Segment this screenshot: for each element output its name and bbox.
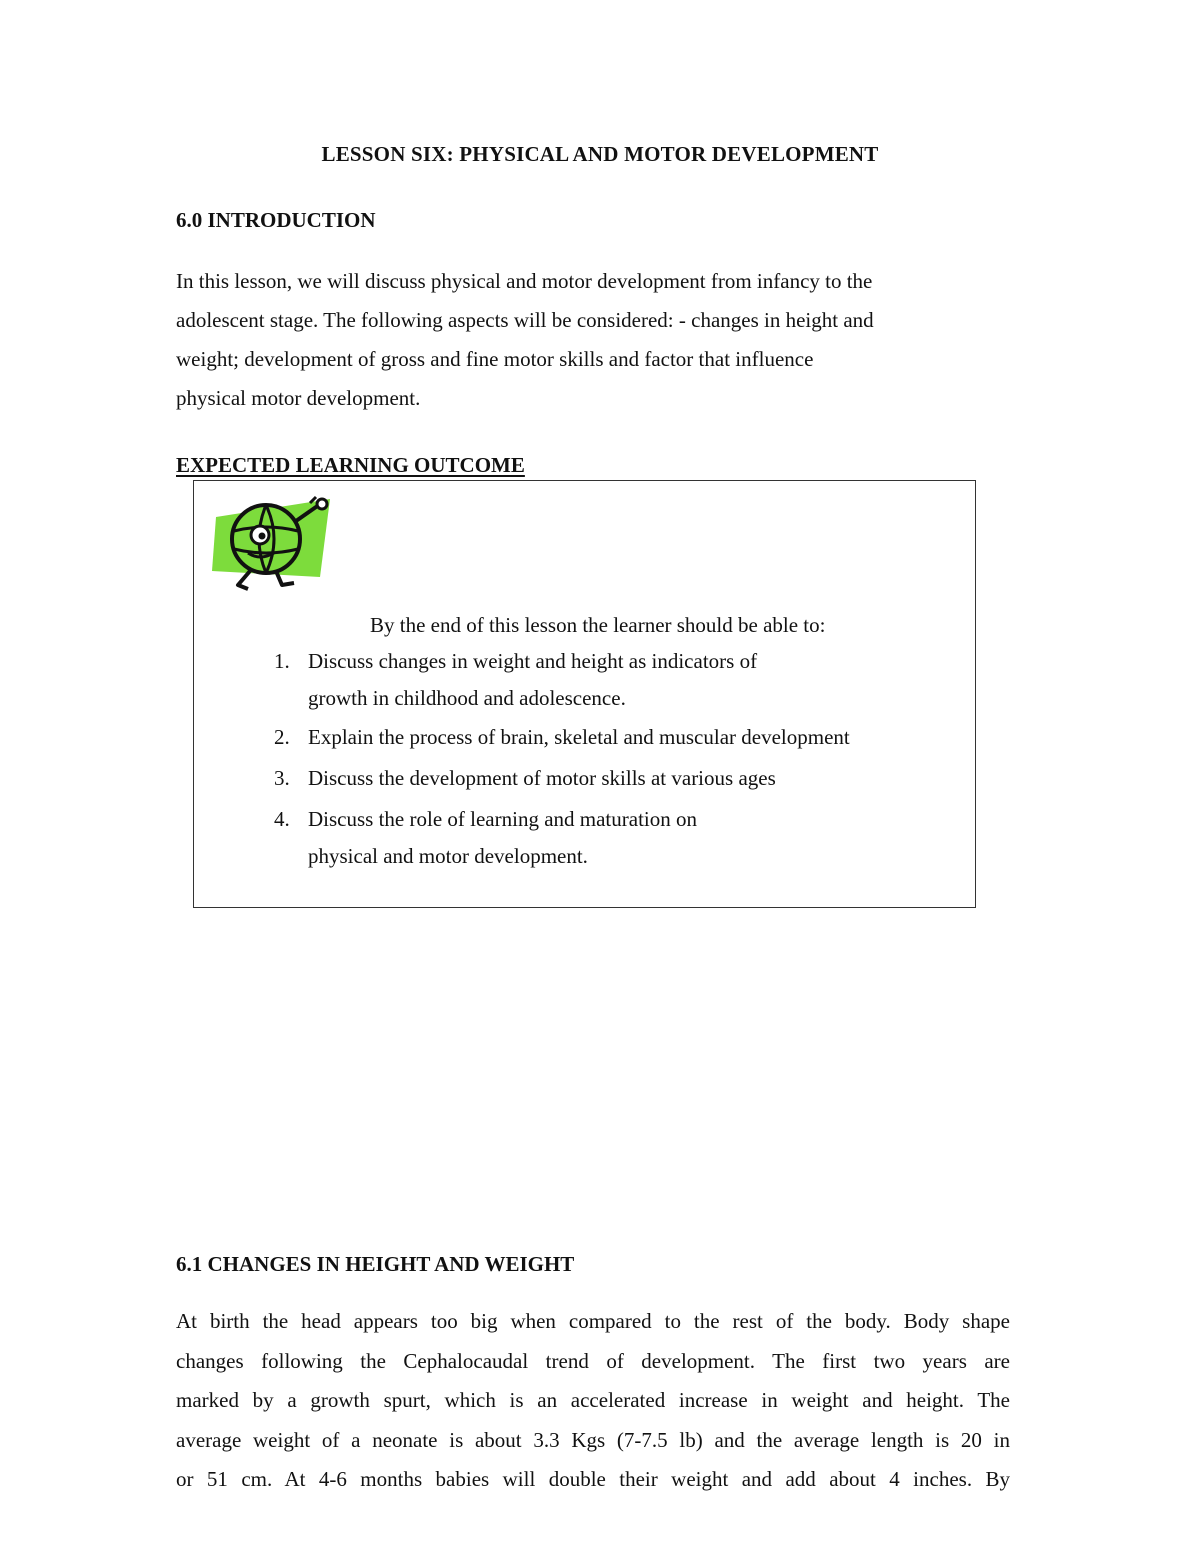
walking-globe-icon <box>212 495 340 593</box>
outcome-intro: By the end of this lesson the learner should be able to: <box>370 613 826 637</box>
item-line: Discuss the development of motor skills at various ages <box>308 766 776 790</box>
item-number: 3. <box>274 766 290 790</box>
item-line: physical and motor development. <box>308 844 588 868</box>
section61-heading: 6.1 CHANGES IN HEIGHT AND WEIGHT <box>176 1252 575 1276</box>
intro-line: In this lesson, we will discuss physical and motor development from infancy to the <box>176 269 873 293</box>
item-line: Discuss changes in weight and height as indicators of <box>308 649 758 673</box>
outcome-heading: EXPECTED LEARNING OUTCOME <box>176 453 525 477</box>
intro-line: physical motor development. <box>176 386 421 410</box>
section61-line: At birth the head appears too big when compared to the rest of the body. Body shape <box>176 1309 1010 1333</box>
intro-line: weight; development of gross and fine motor skills and factor that influence <box>176 347 814 371</box>
item-number: 4. <box>274 807 290 831</box>
outcome-item-2 <box>274 719 850 756</box>
intro-heading: 6.0 INTRODUCTION <box>176 208 376 232</box>
item-line: Discuss the role of learning and maturation on <box>308 807 697 831</box>
outcome-box <box>193 480 976 908</box>
item-line: growth in childhood and adolescence. <box>308 686 626 710</box>
item-number: 1. <box>274 649 290 673</box>
section61-line: changes following the Cephalocaudal trend of development. The first two years are <box>176 1348 1010 1373</box>
section61-paragraph <box>176 1302 1010 1500</box>
item-number: 2. <box>274 725 290 749</box>
outcome-item-4 <box>274 801 697 875</box>
intro-paragraph <box>176 262 976 418</box>
section61-line: average weight of a neonate is about 3.3 Kgs (7-7.5 lb) and the average length is 20 in <box>176 1427 1010 1452</box>
section61-line: marked by a growth spurt, which is an accelerated increase in weight and height. The <box>176 1388 1010 1412</box>
item-line: Explain the process of brain, skeletal and muscular development <box>308 725 850 749</box>
intro-line: adolescent stage. The following aspects will be considered: - changes in height and <box>176 308 874 332</box>
outcome-item-3 <box>274 760 776 797</box>
page-title: LESSON SIX: PHYSICAL AND MOTOR DEVELOPMENT <box>321 142 879 166</box>
section61-line: or 51 cm. At 4-6 months babies will double their weight and add about 4 inches. By <box>176 1467 1010 1491</box>
outcome-item-1 <box>274 643 757 717</box>
